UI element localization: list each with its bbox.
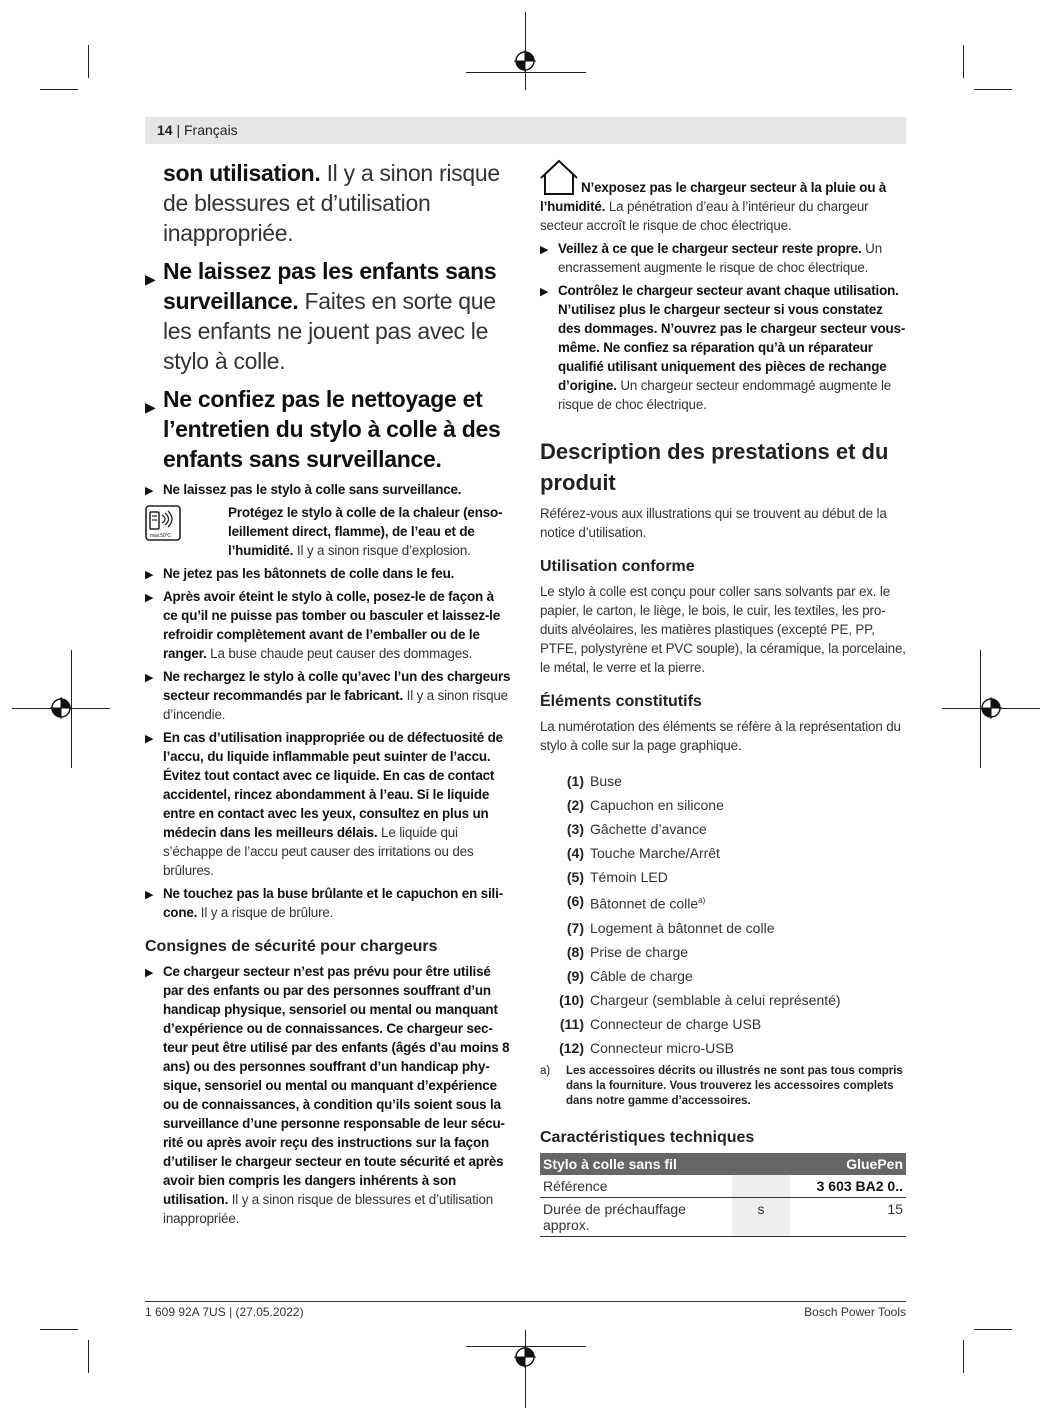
bullet-triangle-icon: ▶ (540, 286, 549, 298)
bullet-triangle-icon: ▶ (145, 592, 154, 604)
footer-brand: Bosch Power Tools (804, 1305, 906, 1319)
bullet-triangle-icon: ▶ (145, 672, 154, 684)
components-text: La numérotation des éléments se réfère à la représentation du stylo à colle sur la page graphique. (540, 719, 901, 753)
crop-mark (963, 45, 964, 78)
svg-text:max.50°C: max.50°C (150, 533, 171, 539)
bullet-triangle-icon: ▶ (145, 967, 154, 979)
footnote: a) Les accessoires décrits ou illustrés ne sont pas tous compris dans la fourniture. Vous trouverez les accessoires complets dans notre gamme d’accessoires. (540, 1064, 903, 1107)
bullet-triangle-icon: ▶ (145, 889, 154, 901)
warning-item: ▶ Contrôlez le chargeur secteur avant chaque utilisation. N’utilisez plus le chargeur secteur si vous constatez des dommages. N’ouvrez pas le chargeur secteur vous-même. Ne confiez sa réparation qu’à un réparateur qualifié utilisant uniquement des pièces de rechange d’origine. Un chargeur secteur endommagé augmente le risque de choc électrique. (540, 283, 906, 412)
crop-mark (466, 72, 586, 73)
bullet-triangle-icon: ▶ (540, 244, 549, 256)
warning-item: ▶ Ce chargeur secteur n’est pas prévu pour être utilisé par des enfants ou par des personnes souffrant d’un handicap physique, sensoriel ou mental ou manquant d’expérience ou de connaissances. Ce chargeur secteur peut être utilisé par des enfants (âgés d’au moins 8 ans) ou des personnes souffrant d’un handicap physique, sensoriel ou mental ou manquant d’expérience ou de connaissances, à condition qu’ils soient sous la surveillance d’une personne responsable de leur sécurité ou après avoir reçu des instructions sur la façon d’utiliser le chargeur secteur en toute sécurité et après avoir bien compris les dangers inhérents à son utilisation. Il y a sinon risque de blessures et d’utilisation inappropriée. (145, 964, 510, 1226)
description-text: Référez-vous aux illustrations qui se trouvent au début de la notice d’utilisation. (540, 506, 887, 540)
page-number: 14 (157, 122, 173, 138)
crop-mark (525, 1330, 526, 1408)
components-list (540, 769, 906, 1060)
tech-specs-heading: Caractéristiques techniques (540, 1128, 755, 1146)
warning-item: ▶ Ne jetez pas les bâtonnets de colle dans le feu. (145, 564, 512, 583)
warning-item: ▶ Après avoir éteint le stylo à colle, posez-le de façon à ce qu’il ne puisse pas tomber ou basculer et laissez-le refroidir complètement avant de l’emballer ou de le ranger. La buse chaude peut causer des dommages. (145, 589, 501, 661)
warning-item: ▶ En cas d’utilisation inappropriée ou de défectuosité de l’accu, du liquide inflammable peut suinter de l’accu. Évitez tout contact avec ce liquide. En cas de contact accidentel, rincez abondamment à l’eau. Si le liquide entre en contact avec les yeux, consultez en plus un médecin dans les meilleurs délais. Le liquide qui s’échappe de l’accu peut causer des irritations ou des brûlures. (145, 730, 503, 878)
footer-doc-id: 1 609 92A 7US | (27.05.2022) (145, 1305, 304, 1319)
list-item: (7) Logement à bâtonnet de colle (566, 919, 775, 936)
indoor-use-warning: N’exposez pas le chargeur secteur à la pluie ou à l’humidité. La pénétration d’eau à l’intérieur du chargeur secteur accroît le risque de choc électrique. (540, 158, 906, 235)
table-header-row: Stylo à colle sans fil GluePen (540, 1153, 906, 1175)
warning-item: ▶ Ne rechargez le stylo à colle qu’avec l’un des chargeurs secteur recommandés par le fabricant. Il y a sinon risque d’incendie. (145, 669, 511, 722)
list-item: (2) Capuchon en silicone (566, 797, 724, 813)
big-warning-item: ▶ Ne confiez pas le nettoyage et l’entretien du stylo à colle à des enfants sans surveillance. (145, 386, 501, 472)
big-warning-item: ▶ Ne laissez pas les enfants sans surveillance. Faites en sorte que les enfants ne jouent pas avec le stylo à colle. (145, 258, 497, 374)
charger-safety-heading: Consignes de sécurité pour chargeurs (145, 938, 438, 955)
page-footer (145, 1301, 906, 1319)
bullet-triangle-icon: ▶ (145, 271, 156, 287)
registration-mark-icon (514, 50, 536, 72)
components-heading: Éléments constitutifs (540, 693, 702, 710)
section-heading: Description des prestations et du produit (540, 439, 889, 495)
registration-mark-icon (514, 1346, 536, 1368)
list-item: (9) Câble de charge (566, 967, 693, 984)
crop-mark (974, 89, 1012, 90)
crop-mark (963, 1340, 964, 1373)
bullet-triangle-icon: ▶ (145, 399, 156, 415)
list-item: (12) Connecteur micro-USB (559, 1039, 734, 1056)
warning-item: ▶ Ne laissez pas le stylo à colle sans surveillance. (145, 480, 512, 499)
list-item: (3) Gâchette d’avance (566, 821, 707, 837)
list-item: (10) Chargeur (semblable à celui représenté) (559, 991, 841, 1008)
crop-mark (40, 1329, 78, 1330)
right-column (540, 158, 906, 1237)
registration-mark-icon (50, 697, 72, 719)
registration-mark-icon (980, 697, 1002, 719)
list-item: (4) Touche Marche/Arrêt (566, 845, 720, 861)
warning-item: ▶ Ne touchez pas la buse brûlante et le capuchon en silicone. Il y a risque de brûlure. (145, 886, 504, 920)
heat-water-protection-icon (145, 505, 181, 541)
bullet-triangle-icon: ▶ (145, 485, 154, 497)
table-row: Référence 3 603 BA2 0.. (540, 1175, 906, 1198)
crop-mark (88, 1340, 89, 1373)
page-header-text: 14 | Français (157, 122, 238, 138)
list-item: (5) Témoin LED (566, 869, 668, 885)
crop-mark (88, 45, 89, 78)
indoor-house-icon (539, 158, 579, 196)
crop-mark (40, 89, 78, 90)
intended-use-heading: Utilisation conforme (540, 558, 695, 575)
intro-paragraph: son utilisation. Il y a sinon risque de blessures et d’utilisation inappropriée. (163, 160, 500, 246)
bullet-triangle-icon: ▶ (145, 569, 154, 581)
page-language: Français (184, 122, 238, 138)
list-item: (11) Connecteur de charge USB (559, 1015, 762, 1032)
table-row: Durée de préchauffage approx. s 15 (540, 1197, 906, 1236)
left-column (145, 158, 512, 1228)
list-item: (6) Bâtonnet de colle$^{a)}$ (566, 893, 706, 912)
warning-item: ▶ Veillez à ce que le chargeur secteur reste propre. Un encrassement augmente le risque de choc électrique. (540, 241, 882, 275)
list-item: (1) Buse (566, 773, 622, 789)
crop-mark (974, 1329, 1012, 1330)
tech-specs-table (540, 1153, 906, 1237)
list-item: (8) Prise de charge (566, 943, 689, 960)
intended-use-text: Le stylo à colle est conçu pour coller sans solvants par ex. le papier, le carton, le liège, le bois, le cuir, les textiles, les produits alvéolaires, les matières plastiques (excepté PE, PP, PTFE, polystyrène et PVC souple), la céramique, la porcelaine, le métal, le verre et la pierre. (540, 584, 906, 675)
warning-item-with-icon: max.50°C Protégez le stylo à colle de la chaleur (ensoleillement direct, flamme), de l’eau et de l’humidité. Il y a sinon risque d’explosion. (145, 503, 512, 560)
page-header (145, 117, 906, 144)
bullet-triangle-icon: ▶ (145, 733, 154, 745)
